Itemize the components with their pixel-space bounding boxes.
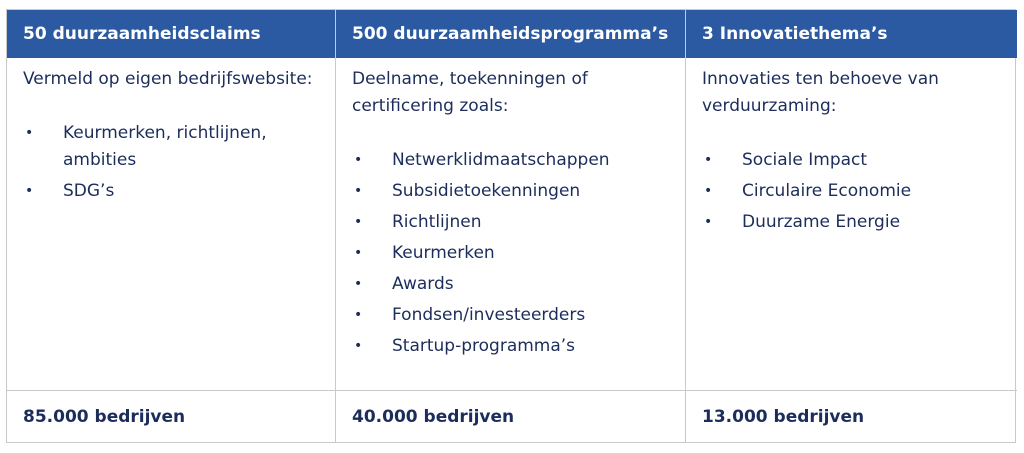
list-item: • Duurzame Energie [702,209,1001,236]
header-cell-innovation [686,10,1017,58]
bullet-icon: • [354,152,363,168]
list-item: • SDG’s [23,178,319,205]
list-item: • Fondsen/investeerders [352,302,669,329]
company-count: 85.000 bedrijven [23,406,186,427]
column-intro: Vermeld op eigen bedrijfswebsite: [23,69,313,89]
bullet-icon: • [354,245,363,261]
list-item: • Netwerklidmaatschappen [352,147,669,174]
bullet-icon: • [704,152,713,168]
bullet-icon: • [354,276,363,292]
column-header: 50 duurzaamheidsclaims [23,24,261,44]
footer-cell-programs [336,391,686,442]
column-header: 500 duurzaamheidsprogramma’s [352,24,669,44]
header-cell-programs [336,10,686,58]
column-intro: Deelname, toekenningen of certificering zoals: [352,69,588,116]
list-item: • Richtlijnen [352,209,669,236]
list-item: • Awards [352,271,669,298]
column-intro: Innovaties ten behoeve van verduurzaming: [702,69,939,116]
body-cell-claims [7,58,336,391]
list-item: • Subsidietoekenningen [352,178,669,205]
bullet-icon: • [704,183,713,199]
bullet-icon: • [354,307,363,323]
list-item: • Keurmerken, richtlijnen, ambities [23,120,319,174]
footer-cell-claims [7,391,336,442]
list-item: • Circulaire Economie [702,178,1001,205]
header-cell-claims [7,10,336,58]
company-count: 13.000 bedrijven [702,406,865,427]
bullet-icon: • [354,183,363,199]
bullet-icon: • [354,214,363,230]
list-item: • Startup-programma’s [352,333,669,360]
bullet-icon: • [354,338,363,354]
company-count: 40.000 bedrijven [352,406,515,427]
overview-table [6,9,1016,443]
body-cell-innovation [686,58,1017,391]
list-item: • Sociale Impact [702,147,1001,174]
bullet-icon: • [704,214,713,230]
footer-cell-innovation [686,391,1017,442]
column-header: 3 Innovatiethema’s [702,24,888,44]
bullet-list [23,120,319,205]
bullet-list [702,147,1001,236]
list-item: • Keurmerken [352,240,669,267]
bullet-list [352,147,669,360]
bullet-icon: • [25,183,34,199]
bullet-icon: • [25,125,34,141]
body-cell-programs [336,58,686,391]
